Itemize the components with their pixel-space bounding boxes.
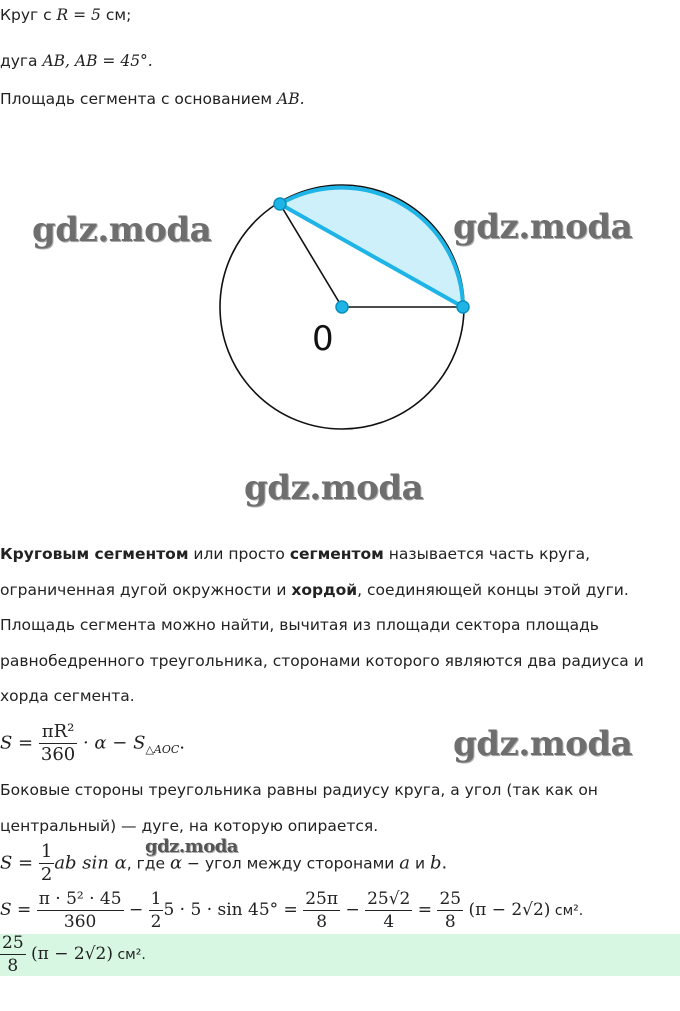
- watermark: gdz.moda: [244, 468, 424, 508]
- explanation-line-7: центральный) — дуге, на которую опирается.: [0, 817, 379, 835]
- watermark: gdz.moda: [453, 724, 633, 764]
- explanation-line-6: Боковые стороны треугольника равны радиусу круга, а угол (так как он: [0, 781, 598, 799]
- formula-sector-minus-triangle: S = $\frac{\text{πR²}}{360}$ · $\alpha - S_{\triangle AOC}$.: [0, 721, 186, 765]
- watermark: gdz.moda: [32, 210, 212, 250]
- formula-triangle-area: S = $\frac{1}{2}$ ab sin α, где α − угол между сторонами a и b.: [0, 841, 448, 885]
- point-o: [336, 301, 348, 313]
- segment-figure: [0, 150, 680, 520]
- answer: $\frac{25}{8}$ (π − 2√2) см².: [2, 933, 146, 976]
- explanation-line-3: Площадь сегмента можно найти, вычитая из площади сектора площадь: [0, 616, 599, 634]
- watermark: gdz.moda: [453, 207, 633, 247]
- formula-calculation: S = $\frac{\text{π · 5² · 45}}{360}$ − $\frac{1}{2}$ 5 · 5 · sin 45° = $\frac{25\pi}{8}$ − $\frac{25√2}{4}$ = $\frac{25}{8}$ (π − 2√2) см².: [0, 889, 584, 932]
- point-a: [274, 198, 286, 210]
- given-line-2: дуга AB, AB = 45°.: [0, 52, 153, 70]
- explanation-line-1: Круговым сегментом или просто сегментом называется часть круга,: [0, 545, 591, 563]
- given-line-1: Круг с R = 5 см;: [0, 6, 132, 24]
- segment-area: [280, 188, 463, 307]
- point-b: [457, 301, 469, 313]
- given-line-3: Площадь сегмента с основанием AB.: [0, 90, 305, 108]
- center-label: 0: [312, 319, 334, 359]
- explanation-line-2: ограниченная дугой окружности и хордой, соединяющей концы этой дуги.: [0, 581, 629, 599]
- watermark: gdz.moda: [145, 836, 238, 857]
- explanation-line-4: равнобедренного треугольника, сторонами которого являются два радиуса и: [0, 652, 644, 670]
- explanation-line-5: хорда сегмента.: [0, 687, 135, 705]
